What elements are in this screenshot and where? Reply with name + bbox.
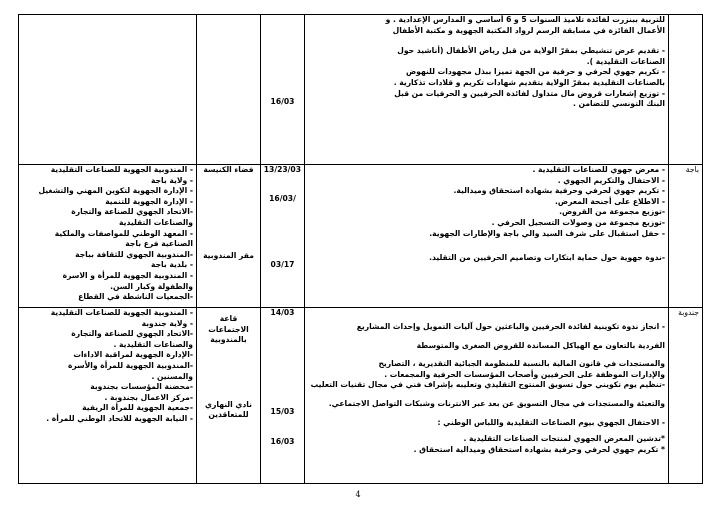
places-cell xyxy=(197,165,261,308)
date-label: /16/03 xyxy=(269,193,296,203)
dates-cell xyxy=(261,165,305,308)
partner-line: - المعهد الوطني للمواصفات والملكية xyxy=(54,228,193,238)
place-label: فضاء الكنيسة xyxy=(203,165,254,174)
table-row xyxy=(19,165,703,308)
partner-line: -الإدارة الجهوية لمراقبة الاداءات xyxy=(73,350,193,360)
table-row xyxy=(19,308,703,484)
place-label: مقر المندوبية xyxy=(203,250,254,260)
region-cell: جندوبة xyxy=(669,308,703,484)
partner-line: -الجمعيات الناشطة في القطاع xyxy=(78,292,193,302)
region-cell: باجة xyxy=(669,165,703,308)
partner-line: -المندوبية الجهوية للمرأة والأسرة xyxy=(67,360,193,370)
partner-line: - النيابة الجهوية للاتحاد الوطني للمرأة . xyxy=(46,413,193,423)
partner-line: الصناعية فرع باجة xyxy=(125,239,193,249)
activities-cell xyxy=(305,165,669,308)
activity-line: -توزيع مجموعة من القروض. xyxy=(559,207,665,217)
partners-cell xyxy=(19,165,197,308)
date-label: 15/03 xyxy=(270,406,295,416)
places-cell xyxy=(197,15,261,165)
partner-line: والطفولة وكبار السن. xyxy=(110,281,193,291)
dates-cell xyxy=(261,308,305,484)
dates-cell xyxy=(261,15,305,165)
partner-line: - ولاية جندوبة xyxy=(141,318,193,328)
activity-line: - تكريم جهوي لحرفي وحرفية بشهادة استحقاق وميدالية. xyxy=(453,186,665,196)
partner-line: -الاتحاد الجهوي للصناعة والتجارة xyxy=(71,329,193,339)
activity-line: * تكريم جهوي لحرفي وحرفية بشهادة استحقاق وميدالية استحقاق . xyxy=(413,444,665,454)
activity-line: الفردية بالتعاون مع الهياكل المساندة للقروض الصغرى والمتوسطة xyxy=(416,340,665,350)
page-number: 4 xyxy=(355,490,361,499)
activities-cell xyxy=(305,308,669,484)
partner-line: والصناعات التقليدية xyxy=(119,217,193,227)
partner-line: - المندوبية الجهوية للصناعات التقليدية xyxy=(50,165,193,174)
partner-line: - المندوبية الجهوية للصناعات التقليدية xyxy=(50,308,193,317)
region-cell xyxy=(669,15,703,165)
partner-line: - الإدارة الجهوية لتكوين المهني والتشغيل xyxy=(38,186,193,196)
activity-line: البنك التونسي للتضامن . xyxy=(572,99,665,109)
activity-line: - الاحتفال والتكريم الجهوي . xyxy=(557,175,665,185)
partners-cell xyxy=(19,308,197,484)
date-label: 16/03 xyxy=(270,97,295,106)
partner-line: والصناعات التقليدية . xyxy=(113,339,193,349)
partner-line: - ولاية باجة xyxy=(150,175,193,185)
activity-line: - تكريم جهوي لحرفي و حرفية من الجهة تميزا ببذل مجهودات للنهوض xyxy=(405,67,665,77)
partner-line: -مركز الاعمال بجندوبة . xyxy=(104,392,193,402)
partner-line: -المندوبية الجهوي للثقافة بباجة xyxy=(75,249,193,259)
activity-line: - تقديم عرض تنشيطي بمقرّ الولاية من قبل رياض الأطفال (أناشيد حول xyxy=(397,46,665,56)
activity-line: - الاحتفال الجهوي بيوم الصناعات التقليدية واللباس الوطني : xyxy=(437,417,665,427)
partner-line: والمسنين . xyxy=(151,371,193,381)
partner-line: -محضنة المؤسسات بجندوبة xyxy=(90,382,193,392)
partner-line: -الاتحاد الجهوي للصناعة والتجارة xyxy=(71,207,193,217)
activity-line: -ندوة جهوية حول حماية ابتكارات وتصاميم الحرفيين من التقليد. xyxy=(429,253,665,263)
partner-line: - بلدية باجة xyxy=(150,260,193,270)
activity-line: والمستجدات في قانون المالية بالنسبة للمنظومة الجبائية التقديرية ، التصاريح xyxy=(378,359,665,369)
places-cell xyxy=(197,308,261,484)
activity-line: - توزيع إشعارات قروض مال متداول لفائدة الحرفيين و الحرفيات من قبل xyxy=(394,88,665,98)
date-label: 03/17 xyxy=(270,260,295,270)
activity-line: الأعمال الفائزة في مسابقة الرسم لرواد المكتبة الجهوية و مكتبة الأطفال xyxy=(392,25,665,35)
activity-line: -تنظيم يوم تكويني حول تسويق المنتوج التقليدي وتعليبه بإشراف فني في مجال تقنيات التعليب xyxy=(310,380,665,390)
place-label: نادي النهاري للمتعاقدين xyxy=(205,399,252,420)
activity-line: - معرض جهوي للصناعات التقليدية . xyxy=(532,165,665,174)
activity-line: للتربية ببنزرت لفائدة تلاميذ السنوات 5 و 6 أساسي و المدارس الإعدادية . و xyxy=(385,15,665,24)
activity-line: بالصناعات التقليدية بمقرّ الولاية بتقديم شهادات تكريم و قلادات تذكارية . xyxy=(393,77,665,87)
partner-line: - المندوبية الجهوية للمرأة و الاسرة xyxy=(62,270,193,280)
date-label: 13/23/03 xyxy=(263,165,301,174)
place-label: قاعة الاجتماعات بالمندوبية xyxy=(208,314,249,345)
table-row xyxy=(19,15,703,165)
activities-cell xyxy=(305,15,669,165)
activity-line: -توزيع مجموعة من وصولات التسجيل الحرفي . xyxy=(491,217,665,227)
partners-cell xyxy=(19,15,197,165)
program-table xyxy=(18,14,703,484)
activity-line: *تدشين المعرض الجهوي لمنتجات الصناعات التقليدية . xyxy=(463,434,665,444)
activity-line: - انجاز ندوة تكوينية لفائدة الحرفيين والباعثين حول آليات التمويل وإحداث المشاريع xyxy=(356,322,665,331)
activity-line: الصناعات التقليدية ). xyxy=(586,56,665,66)
partner-line: - الإدارة الجهوية للتنمية xyxy=(105,196,193,206)
date-label: 16/03 xyxy=(270,437,295,447)
activity-line: والإدارات الموظفة على الحرفيين وأصحاب المؤسسات الحرفية والمجمعات . xyxy=(384,369,665,379)
date-label: 14/03 xyxy=(270,308,295,317)
partner-line: -جمعية الجهوية للمرأة الريفية xyxy=(82,403,193,413)
activity-line: - الاطلاع على أجنحة المعرض. xyxy=(555,196,665,206)
activity-line: - حفل استقبال على شرف السيد والي باجة والإطارات الجهوية. xyxy=(429,228,665,238)
activity-line: والتعبئة والمستجدات في مجال التسويق عن بعد عبر الانترنات وشبكات التواصل الاجتماعي. xyxy=(328,398,665,408)
